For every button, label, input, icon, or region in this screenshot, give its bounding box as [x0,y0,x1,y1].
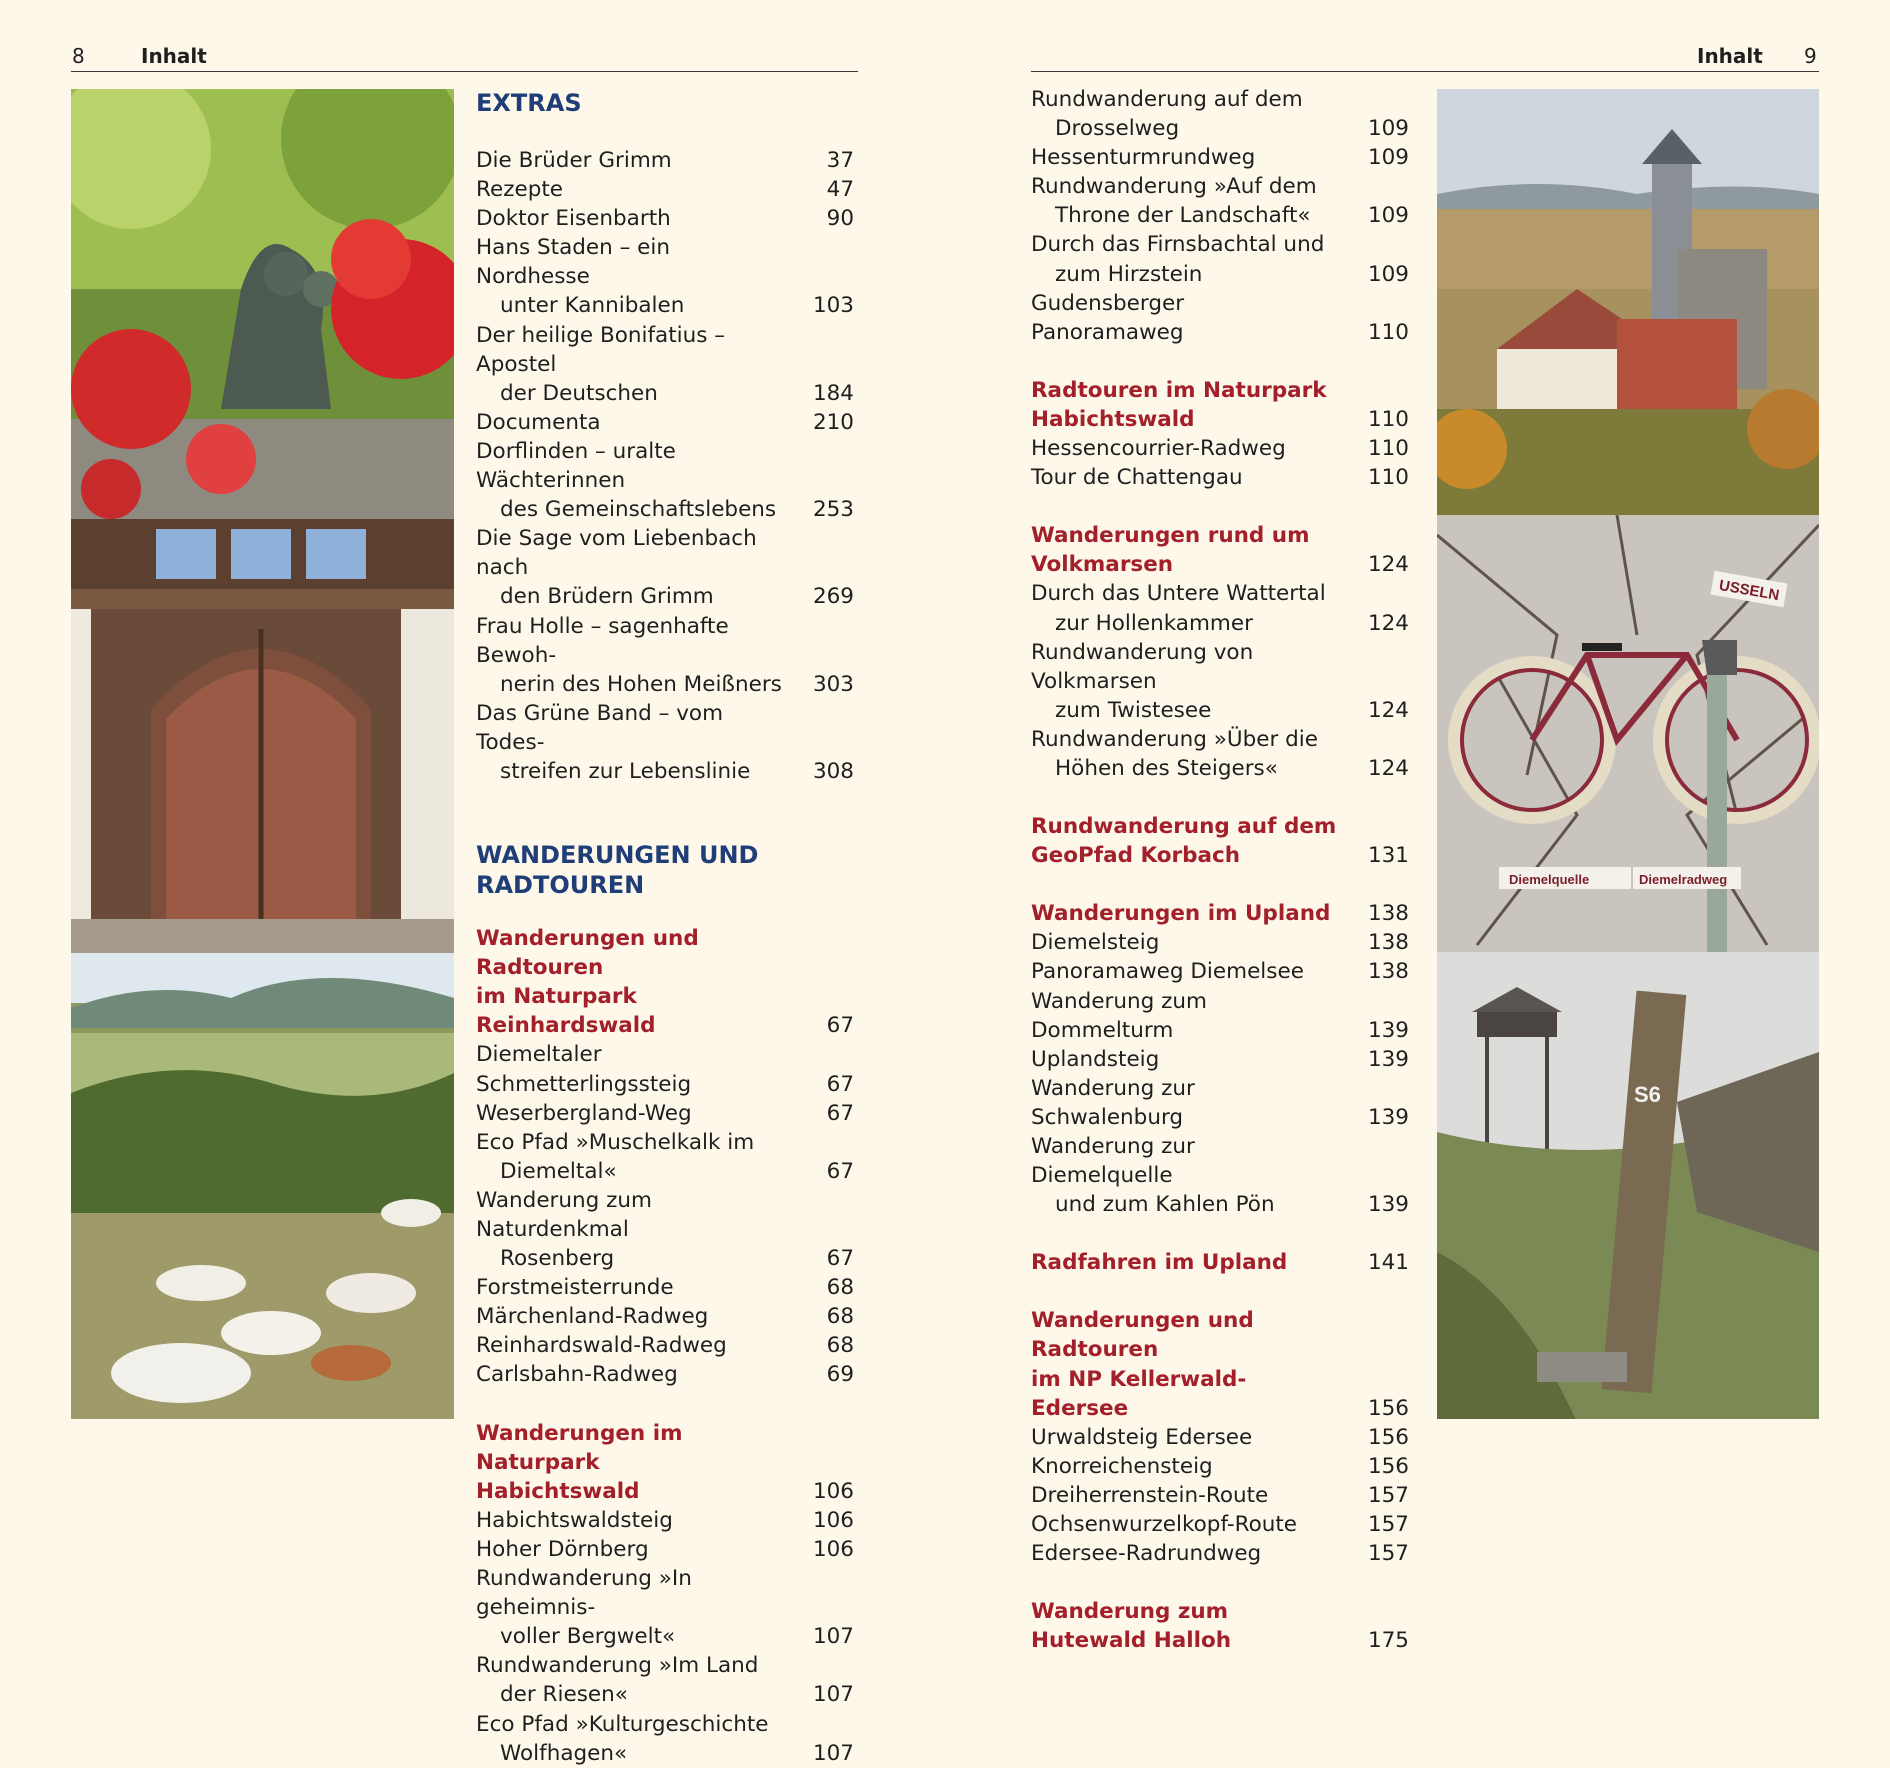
toc-entry-title: Edersee-Radrundweg [1031,1541,1262,1567]
toc-entry-title: Das Grüne Band – vom Todes- [476,700,724,755]
toc-entry[interactable] [1031,143,1409,172]
toc-entry[interactable] [1031,1481,1409,1510]
toc-page-number: 156 [1367,1453,1409,1479]
subsection-title-continued: im NP Kellerwald-Edersee [1031,1366,1247,1421]
toc-page-number: 110 [1367,436,1409,462]
subsection-heading[interactable] [1031,376,1409,434]
toc-entry-title: Märchenland-Radweg [476,1304,709,1330]
toc-entry-title: Die Sage vom Liebenbach nach [476,526,757,581]
photo-goats-landscape [71,953,454,1419]
subsection-heading[interactable] [1031,1597,1409,1655]
toc-entry[interactable] [1031,1045,1409,1074]
toc-entry-title: Rundwanderung »In geheimnis- [476,1566,692,1621]
right-header-rule [1031,71,1819,72]
toc-entry[interactable] [476,1099,854,1128]
toc-page-number: 139 [1367,1017,1409,1043]
toc-page-number: 269 [812,584,854,610]
toc-entry-title: Dorflinden – uralte Wächterinnen [476,438,676,494]
left-toc-column [476,88,854,1768]
toc-entry-title: Durch das Firnsbachtal und [1031,232,1325,258]
subsection-heading[interactable] [476,924,854,1040]
subsection-heading[interactable] [1031,812,1409,870]
toc-entry[interactable] [476,321,854,408]
toc-entry-title: Rundwanderung auf dem [1031,87,1303,112]
toc-entry[interactable] [1031,1539,1409,1568]
toc-entry-title: Rundwanderung »Im Land [476,1653,759,1679]
toc-entry-title: Hessencourrier-Radweg [1031,436,1286,462]
extras-list [476,146,854,786]
toc-page-number: 68 [826,1275,854,1301]
toc-entry-title: Doktor Eisenbarth [476,206,671,232]
toc-entry[interactable] [476,1506,854,1535]
toc-page-number: 124 [1367,755,1409,781]
toc-entry-title: Rundwanderung von Volkmarsen [1031,639,1254,694]
wanderungen-right-groups [1031,347,1409,1656]
toc-entry-title: Eco Pfad »Kulturgeschichte [476,1711,769,1737]
wanderungen-left-groups [476,924,854,1768]
toc-page-number: 107 [812,1624,854,1650]
toc-page-number: 139 [1367,1192,1409,1218]
toc-entry-title: Rundwanderung »Auf dem [1031,174,1317,200]
toc-entry-title: Diemeltaler Schmetterlingssteig [476,1042,692,1097]
toc-entry[interactable] [1031,172,1409,230]
toc-page-number: 67 [826,1013,854,1039]
toc-entry[interactable] [1031,85,1409,143]
toc-entry-title: Durch das Untere Wattertal [1031,581,1326,607]
toc-page-number: 124 [1367,697,1409,723]
toc-entry-title: Habichtswaldsteig [476,1507,673,1533]
toc-entry[interactable] [1031,1510,1409,1539]
toc-page-number: 156 [1367,1395,1409,1421]
toc-page-number: 110 [1367,319,1409,345]
toc-page-number: 139 [1367,1046,1409,1072]
toc-entry-title-continued: voller Bergwelt« [500,1624,676,1650]
toc-entry[interactable] [1031,289,1409,347]
toc-entry-title: Hessenturmrundweg [1031,145,1256,171]
toc-page-number: 109 [1367,145,1409,171]
toc-entry-title: Rundwanderung »Über die [1031,726,1318,752]
subsection-title: Wanderungen im Upland [1031,901,1331,927]
toc-entry-title: Forstmeisterrunde [476,1275,674,1301]
toc-entry[interactable] [476,1040,854,1098]
subsection-title: Wanderungen im Naturpark [476,1420,683,1475]
toc-entry[interactable] [476,1651,854,1709]
toc-page-number: 110 [1367,406,1409,432]
subsection-title: Radfahren im Upland [1031,1250,1288,1276]
toc-page-number: 210 [812,409,854,435]
toc-entry-title: Wanderung zum Naturdenkmal [476,1187,652,1242]
toc-entry-title: Carlsbahn-Radweg [476,1362,678,1388]
toc-entry-title: Hans Staden – ein Nordhesse [476,235,671,290]
toc-entry-title: Urwaldsteig Edersee [1031,1424,1253,1450]
photo-half-timbered-door [71,519,454,953]
toc-entry-title-continued: Throne der Landschaft« [1055,203,1311,229]
toc-page-number: 67 [826,1071,854,1097]
right-toc-column [1031,85,1409,1655]
toc-entry[interactable] [476,175,854,204]
subsection-heading[interactable] [1031,1306,1409,1422]
toc-page-number: 109 [1367,203,1409,229]
toc-entry-title-continued: zum Hirzstein [1055,261,1203,287]
toc-entry-title-continued: streifen zur Lebenslinie [500,758,751,784]
toc-entry[interactable] [476,408,854,437]
toc-entry[interactable] [1031,725,1409,783]
toc-page-number: 47 [826,177,854,203]
subsection-heading[interactable] [1031,521,1409,579]
toc-entry[interactable] [476,1331,854,1360]
toc-entry[interactable] [476,1128,854,1186]
photo-tower-trail-post [1437,952,1819,1419]
toc-entry-title-continued: den Brüdern Grimm [500,584,714,610]
toc-entry-title: Wanderung zur Diemelquelle [1031,1134,1195,1189]
toc-entry-title-continued: Diemeltal« [500,1158,617,1184]
subsection-title: Wanderungen und Radtouren [1031,1308,1254,1363]
subsection-title-continued: GeoPfad Korbach [1031,843,1241,869]
toc-entry[interactable] [476,1360,854,1389]
toc-page-number: 138 [1367,901,1409,927]
toc-entry-title: Tour de Chattengau [1031,465,1243,491]
toc-page-number: 106 [812,1536,854,1562]
left-running-title: Inhalt [141,44,207,68]
toc-page-number: 157 [1367,1541,1409,1567]
section-title-extras: EXTRAS [476,89,582,117]
right-running-title: Inhalt [1697,44,1763,68]
toc-entry[interactable] [476,233,854,320]
toc-entry[interactable] [476,612,854,699]
toc-entry[interactable] [1031,1452,1409,1481]
toc-entry-title-continued: Höhen des Steigers« [1055,755,1278,781]
toc-page-number: 175 [1367,1628,1409,1654]
toc-entry-title: Wanderung zur Schwalenburg [1031,1075,1195,1130]
toc-page-number: 131 [1367,843,1409,869]
toc-entry[interactable] [476,1710,854,1768]
toc-entry-title-continued: unter Kannibalen [500,293,685,319]
toc-entry-title: Ochsenwurzelkopf-Route [1031,1512,1298,1538]
subsection-title-continued: im Naturpark Reinhardswald [476,984,656,1039]
photo-town-church [1437,89,1819,515]
toc-page-number: 303 [812,671,854,697]
toc-entry[interactable] [476,1186,854,1273]
toc-page-number: 67 [826,1246,854,1272]
toc-entry-title: Uplandsteig [1031,1046,1160,1072]
toc-entry[interactable] [1031,463,1409,492]
toc-entry[interactable] [476,146,854,175]
right-top-items [1031,85,1409,347]
toc-page-number: 37 [826,148,854,173]
subsection-title: Rundwanderung auf dem [1031,814,1337,840]
toc-entry[interactable] [476,699,854,786]
subsection-title: Wanderungen und Radtouren [476,926,699,981]
toc-entry-title-continued: der Riesen« [500,1682,628,1708]
toc-entry[interactable] [1031,1423,1409,1452]
toc-entry-title: Der heilige Bonifatius – Apostel [476,322,726,377]
toc-entry[interactable] [476,1302,854,1331]
toc-page-number: 138 [1367,959,1409,985]
left-page-number: 8 [72,44,85,68]
toc-entry[interactable] [476,524,854,611]
toc-entry[interactable] [476,1564,854,1651]
toc-entry[interactable] [1031,1074,1409,1132]
toc-entry[interactable] [1031,579,1409,637]
subsection-title-continued: Habichtswald [1031,406,1195,432]
toc-page-number: 90 [826,206,854,232]
photo-grimm-statue-geraniums [71,89,454,519]
toc-entry-title: Rezepte [476,177,564,203]
subsection-title: Radtouren im Naturpark [1031,377,1327,403]
toc-entry-title: Knorreichensteig [1031,1453,1213,1479]
subsection-title: Wanderung zum Hutewald Halloh [1031,1599,1232,1654]
toc-page-number: 124 [1367,552,1409,578]
toc-page-number: 109 [1367,261,1409,287]
subsection-heading[interactable] [1031,1248,1409,1277]
toc-page-number: 308 [812,758,854,784]
toc-entry[interactable] [476,204,854,233]
toc-page-number: 68 [826,1333,854,1359]
toc-entry-title-continued: Drosselweg [1055,116,1180,142]
toc-entry-title-continued: zur Hollenkammer [1055,610,1253,636]
toc-entry-title-continued: der Deutschen [500,380,658,406]
toc-entry[interactable] [1031,638,1409,725]
right-page-number: 9 [1804,44,1817,68]
toc-entry[interactable] [1031,1132,1409,1219]
toc-entry[interactable] [1031,230,1409,288]
toc-entry-title: Panoramaweg Diemelsee [1031,959,1304,985]
toc-page-number: 67 [826,1100,854,1126]
toc-entry-title-continued: des Gemeinschaftslebens [500,497,777,523]
toc-entry-title-continued: Wolfhagen« [500,1740,628,1766]
toc-page-number: 141 [1367,1250,1409,1276]
toc-entry-title-continued: nerin des Hohen Meißners [500,671,782,697]
bike-sign-right-text: Diemelradweg [1639,872,1728,887]
toc-entry-title: Reinhardswald-Radweg [476,1333,727,1359]
toc-entry-title: Hoher Dörnberg [476,1536,649,1562]
toc-page-number: 157 [1367,1512,1409,1538]
toc-entry[interactable] [1031,957,1409,986]
toc-page-number: 156 [1367,1424,1409,1450]
toc-page-number: 68 [826,1304,854,1330]
toc-entry-title: Gudensberger Panoramaweg [1031,290,1185,345]
toc-page-number: 106 [812,1507,854,1533]
toc-page-number: 157 [1367,1482,1409,1508]
toc-entry-title: Frau Holle – sagenhafte Bewoh- [476,613,729,668]
toc-entry[interactable] [476,437,854,524]
left-header-rule [71,71,858,72]
toc-entry-title: Die Brüder Grimm [476,148,672,173]
toc-entry[interactable] [1031,928,1409,957]
subsection-title-continued: Habichtswald [476,1478,640,1504]
toc-entry[interactable] [1031,434,1409,463]
toc-page-number: 106 [812,1478,854,1504]
bike-sign-left-text: Diemelquelle [1509,872,1590,887]
toc-entry-title: Weserbergland-Weg [476,1100,692,1126]
toc-page-number: 107 [812,1740,854,1766]
toc-entry-title: Wanderung zum Dommelturm [1031,988,1207,1043]
toc-entry-title: Diemelsteig [1031,930,1160,956]
subsection-heading[interactable] [476,1419,854,1506]
toc-entry[interactable] [1031,987,1409,1045]
bike-sign-top-text: USSELN [1717,576,1781,605]
toc-page-number: 138 [1367,930,1409,956]
toc-entry-title: Documenta [476,409,601,435]
toc-page-number: 69 [826,1362,854,1388]
subsection-title: Wanderungen rund um [1031,523,1310,549]
toc-entry-title-continued: zum Twistesee [1055,697,1212,723]
section-title-wanderungen: WANDERUNGEN UND RADTOUREN [476,841,759,900]
toc-page-number: 139 [1367,1104,1409,1130]
toc-entry[interactable] [476,1273,854,1302]
toc-entry[interactable] [476,1535,854,1564]
toc-entry-title-continued: Rosenberg [500,1246,615,1272]
subsection-title-continued: Volkmarsen [1031,552,1174,578]
toc-page-number: 124 [1367,610,1409,636]
toc-page-number: 184 [812,380,854,406]
toc-page-number: 253 [812,497,854,523]
toc-page-number: 103 [812,293,854,319]
photo-bicycle-sign [1437,515,1819,952]
toc-page-number: 67 [826,1158,854,1184]
toc-page-number: 107 [812,1682,854,1708]
toc-entry-title-continued: und zum Kahlen Pön [1055,1192,1275,1218]
toc-entry-title: Eco Pfad »Muschelkalk im [476,1129,755,1155]
toc-page-number: 110 [1367,465,1409,491]
post-sign-text: S6 [1634,1082,1661,1107]
subsection-heading[interactable] [1031,899,1409,928]
toc-entry-title: Dreiherrenstein-Route [1031,1482,1269,1508]
toc-page-number: 109 [1367,116,1409,142]
